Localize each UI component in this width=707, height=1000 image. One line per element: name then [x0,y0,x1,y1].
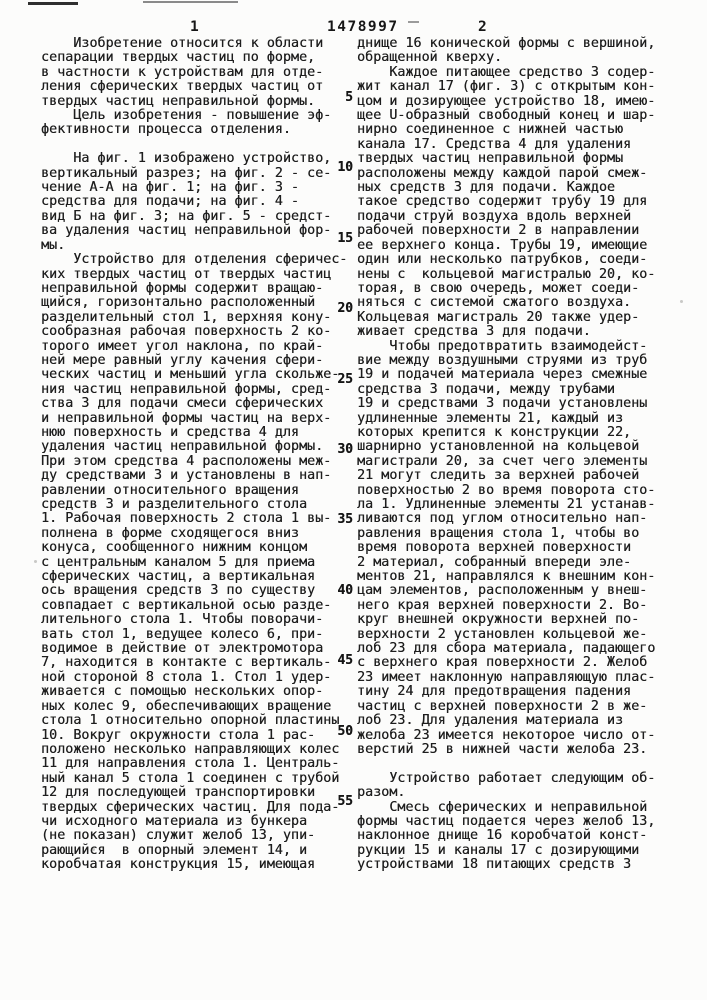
line-number-marker: 55 [337,793,353,809]
scan-artifact-dash [28,2,78,5]
line-number-marker: 20 [337,301,353,317]
line-number-marker: 35 [337,512,353,528]
left-column-number: 1 [190,19,200,35]
line-number-marker: 10 [337,160,353,176]
line-number-marker: 5 [345,90,353,105]
scan-speck [34,560,37,563]
line-number-gutter [330,90,353,864]
left-text-column: Изобретение относится к области сепарации твердых частиц по форме, в частности к устройствам для отде- ления сферических твердых частиц от твердых частиц неправильной формы. Цель изобретения - повышение эф- фективности процесса отделения. На фиг. 1 изображено устройство, вертикальный разрез; на фиг. 2 - се- чение А-А на фиг. 1; на фиг. 3 - средства для подачи; на фиг. 4 - вид Б на фиг. 3; на фиг. 5 - средст- ва удаления частиц неправильной фор- мы. Устройство для отделения сферичес- ких твердых частиц от твердых частиц неправильной формы содержит вращаю- щийся, горизонтально расположенный разделительный стол 1, верхняя кону- сообразная рабочая поверхность 2 ко- торого имеет угол наклона, по край- ней мере равный углу качения сфери- ческих частиц и меньший угла скольже- ния частиц неправильной формы, сред- ства 3 для подачи смеси сферических и неправильной формы частиц на верх- нюю поверхность и средства 4 для удаления частиц неправильной формы. При этом средства 4 расположены меж- ду средствами 3 и установлены в нап- равлении относительного вращения средств 3 и разделительного стола 1. Рабочая поверхность 2 стола 1 вы- полнена в форме сходящегося вниз конуса, сообщенного нижним концом с центральным каналом 5 для приема сферических частиц, а вертикальная ось вращения средств 3 по существу совпадает с вертикальной осью разде- лительного стола 1. Чтобы поворачи- вать стол 1, ведущее колесо 6, при- водимое в действие от электромотора 7, находится в контакте с вертикаль- ной стороной 8 стола 1. Стол 1 удер- живается с помощью нескольких опор- ных колес 9, обеспечивающих вращение стола 1 относительно опорной пластины 10. Вокруг окружности стола 1 рас- положено несколько направляющих колес 11 для направления стола 1. Централь- ный канал 5 стола 1 соединен с трубой 12 для последующей транспортировки твердых сферических частиц. Для пода- чи исходного материала из бункера (не показан) служит желоб 13, упи- рающийся в опорный элемент 14, и коробчатая конструкция 15, имеющая [41,36,348,873]
line-number-marker: 30 [337,441,353,457]
scan-artifact-line [143,1,238,3]
line-number-marker: 15 [337,230,353,246]
right-column-number: 2 [478,19,488,35]
patent-number: 1478997 [327,19,399,35]
line-number-marker: 50 [337,723,353,739]
scan-speck [680,300,683,303]
line-number-marker: 45 [337,653,353,669]
line-number-marker: 25 [337,371,353,387]
scan-artifact-mark [408,21,419,23]
line-number-marker: 40 [337,582,353,598]
right-text-column: днище 16 конической формы с вершиной, обращенной кверху. Каждое питающее средство 3 содер- жит канал 17 (фиг. 3) с открытым кон- цом и дозирующее устройство 18, имею- щее U-образный свободный конец и шар- нирно соединенное с нижней частью канала 17. Средства 4 для удаления твердых частиц неправильной формы расположены между каждой парой смеж- ных средств 3 для подачи. Каждое такое средство содержит трубу 19 для подачи струй воздуха вдоль верхней рабочей поверхности 2 в направлении ее верхнего конца. Трубы 19, имеющие один или несколько патрубков, соеди- нены с кольцевой магистралью 20, ко- торая, в свою очередь, может соеди- няться с системой сжатого воздуха. Кольцевая магистраль 20 также удер- живает средства 3 для подачи. Чтобы предотвратить взаимодейст- вие между воздушными струями из труб 19 и подачей материала через смежные средства 3 подачи, между трубами 19 и средствами 3 подачи установлены удлиненные элементы 21, каждый из которых крепится к конструкции 22, шарнирно установленной на кольцевой магистрали 20, за счет чего элементы 21 могут следить за верхней рабочей поверхностью 2 во время поворота сто- ла 1. Удлиненные элементы 21 устанав- ливаются под углом относительно нап- равления вращения стола 1, чтобы во время поворота верхней поверхности 2 материал, собранный впереди эле- ментов 21, направлялся к внешним кон- цам элементов, расположенным у внеш- него края верхней поверхности 2. Во- круг внешней окружности верхней по- верхности 2 установлен кольцевой же- лоб 23 для сбора материала, падающего с верхнего края поверхности 2. Желоб 23 имеет наклонную направляющую плас- тину 24 для предотвращения падения частиц с верхней поверхности 2 в же- лоб 23. Для удаления материала из желоба 23 имеется некоторое число от- верстий 25 в нижней части желоба 23. Устройство работает следующим об- разом. Смесь сферических и неправильной формы частиц подается через желоб 13, наклонное днище 16 коробчатой конст- рукции 15 и каналы 17 с дозирующими устройствами 18 питающих средств 3 [357,36,656,873]
